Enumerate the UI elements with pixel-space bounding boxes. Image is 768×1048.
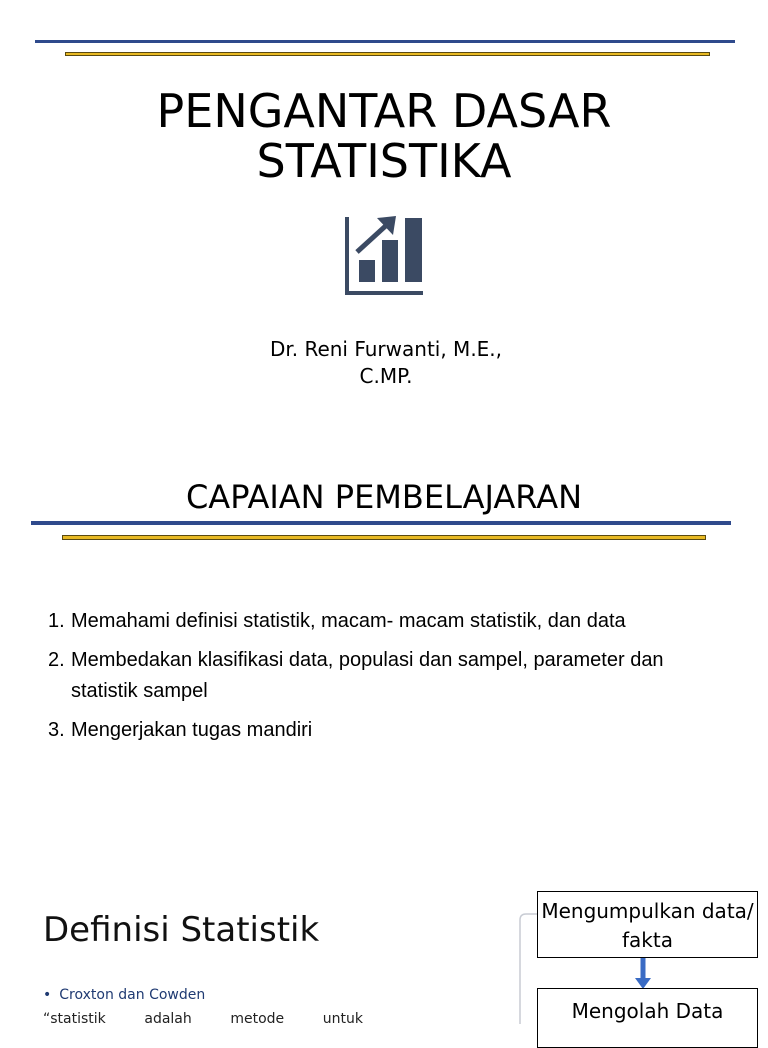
quote-word: “statistik [43,1011,106,1027]
top-rule-gold [65,52,710,56]
definition-title: Definisi Statistik [43,910,320,950]
source-text: Croxton dan Cowden [59,987,206,1003]
quote-word: metode [230,1011,285,1027]
slide-title [0,86,768,186]
quote-word: adalah [144,1011,192,1027]
list-text: Membedakan klasifikasi data, populasi dan sampel, parameter dan statistik sampel [71,649,664,702]
section-rule-blue [31,521,731,525]
down-arrow-icon [634,958,652,990]
slide-title-line1: PENGANTAR DASAR [156,84,612,138]
list-number: 1. [48,610,65,632]
list-text: Mengerjakan tugas mandiri [71,719,313,741]
slide-title-line2: STATISTIKA [256,134,512,188]
flow-step-collect: Mengumpulkan data/ fakta [537,891,758,958]
list-item [48,715,718,746]
quote-word: untuk [322,1011,363,1027]
list-number: 3. [48,719,65,741]
list-text: Memahami definisi statistik, macam- macam statistik, dan data [71,610,626,632]
section-title: CAPAIAN PEMBELAJARAN [185,478,583,516]
section-rule-gold [62,535,706,540]
author-line2: C.MP. [359,364,413,388]
top-rule-blue [35,40,735,43]
author-line1: Dr. Reni Furwanti, M.E., [269,337,503,361]
list-number: 2. [48,649,65,671]
bar-chart-growth-icon [344,216,426,298]
author [0,336,768,390]
quote-text [43,1010,363,1028]
source-bullet [43,986,205,1004]
bullet-icon: • [43,987,52,1003]
learning-outcomes-list [48,606,718,754]
flow-step-process: Mengolah Data [537,988,758,1048]
list-item [48,606,718,637]
list-item [48,645,718,707]
